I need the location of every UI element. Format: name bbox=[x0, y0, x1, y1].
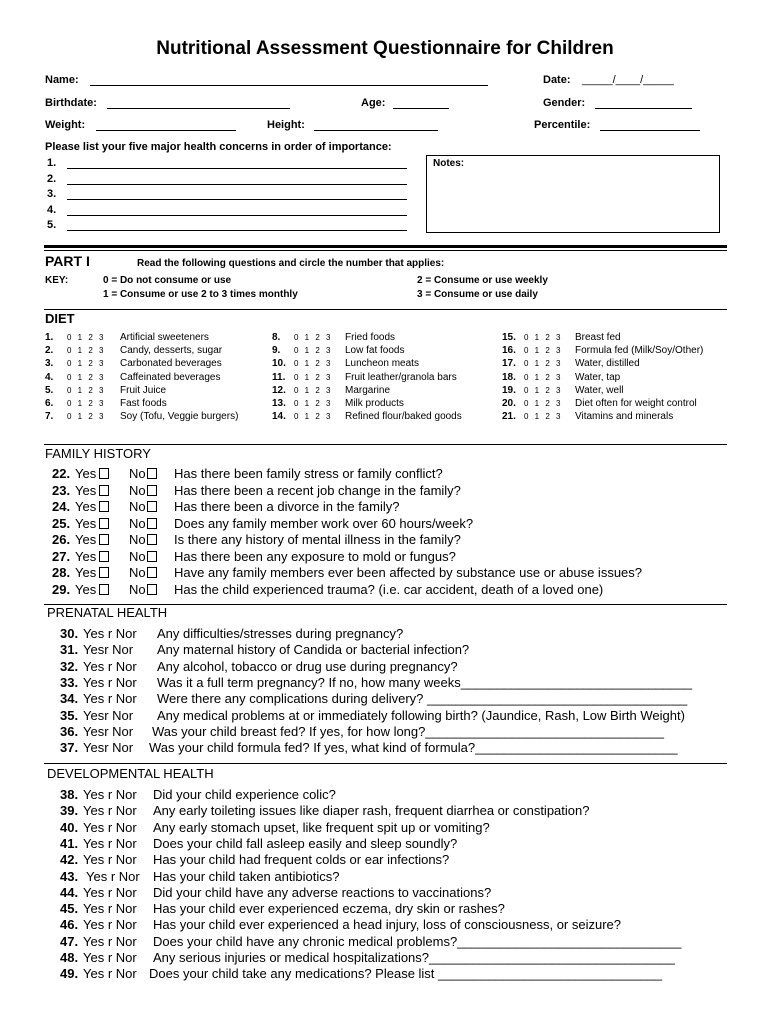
yes-no-option[interactable]: Yes r Nor bbox=[83, 884, 137, 900]
diet-scale[interactable]: 0 1 2 3 bbox=[524, 399, 563, 408]
prenatal-item-number: 32. bbox=[60, 658, 79, 674]
no-label: No bbox=[129, 499, 146, 514]
yes-no-option[interactable]: Yes r Nor bbox=[83, 917, 137, 933]
diet-scale[interactable]: 0 1 2 3 bbox=[294, 359, 333, 369]
no-checkbox[interactable] bbox=[129, 483, 157, 498]
developmental-question: Has your child taken antibiotics? bbox=[153, 868, 340, 884]
part1-heading: PART I bbox=[45, 253, 90, 269]
diet-scale[interactable]: 0 1 2 3 bbox=[67, 346, 106, 356]
prenatal-item-number: 33. bbox=[60, 674, 79, 690]
yes-no-option[interactable]: Yes r Nor bbox=[83, 966, 137, 982]
height-field[interactable] bbox=[314, 130, 438, 131]
no-label: No bbox=[129, 466, 146, 481]
developmental-heading: DEVELOPMENTAL HEALTH bbox=[47, 766, 214, 781]
diet-item-label: Caffeinated beverages bbox=[120, 371, 221, 383]
no-checkbox[interactable] bbox=[129, 532, 157, 547]
diet-item-number: 9. bbox=[272, 345, 281, 357]
prenatal-question: Was it a full term pregnancy? If no, how many weeks________________________________ bbox=[157, 674, 693, 690]
diet-item-label: Fast foods bbox=[120, 398, 167, 409]
concern-number: 5. bbox=[47, 219, 57, 231]
diet-item-label: Milk products bbox=[345, 398, 404, 409]
developmental-item-number: 49. bbox=[60, 966, 79, 982]
diet-item-number: 13. bbox=[272, 398, 286, 409]
diet-item-label: Refined flour/baked goods bbox=[345, 411, 462, 423]
diet-item-number: 4. bbox=[45, 371, 54, 383]
prenatal-question: Was your child breast fed? If yes, for how long?_________________________________ bbox=[152, 723, 664, 739]
diet-item-number: 12. bbox=[272, 384, 286, 396]
key-2: 2 = Consume or use weekly bbox=[417, 275, 548, 286]
diet-item-label: Water, well bbox=[575, 384, 624, 396]
yes-label: Yes bbox=[75, 532, 97, 547]
yes-no-option[interactable]: Yes r Nor bbox=[83, 852, 137, 868]
family-question: Have any family members ever been affected by substance use or abuse issues? bbox=[174, 565, 643, 580]
yes-checkbox[interactable] bbox=[75, 582, 109, 597]
developmental-question: Does your child have any chronic medical problems?_______________________________ bbox=[153, 933, 682, 949]
developmental-question: Any serious injuries or medical hospitalizations?__________________________________ bbox=[153, 950, 675, 965]
prenatal-item-number: 36. bbox=[60, 723, 79, 739]
diet-item-label: Fruit Juice bbox=[120, 384, 167, 396]
diet-item-label: Soy (Tofu, Veggie burgers) bbox=[120, 411, 239, 423]
developmental-question: Did your child experience colic? bbox=[153, 787, 336, 802]
diet-item-label: Diet often for weight control bbox=[575, 398, 697, 409]
diet-item-number: 17. bbox=[502, 358, 516, 370]
checkbox-icon bbox=[99, 584, 109, 595]
diet-item-number: 16. bbox=[502, 345, 516, 357]
diet-scale[interactable]: 0 1 2 3 bbox=[524, 346, 563, 356]
diet-item-number: 18. bbox=[502, 371, 516, 383]
checkbox-icon bbox=[99, 468, 109, 479]
diet-scale[interactable]: 0 1 2 3 bbox=[67, 399, 106, 408]
no-label: No bbox=[129, 581, 146, 597]
birthdate-field[interactable] bbox=[107, 108, 290, 109]
prenatal-heading: PRENATAL HEALTH bbox=[47, 605, 168, 620]
yes-no-option[interactable]: Yes r Nor bbox=[83, 819, 137, 835]
diet-item-number: 2. bbox=[45, 345, 54, 357]
prenatal-question: Any alcohol, tobacco or drug use during pregnancy? bbox=[157, 658, 458, 674]
no-label: No bbox=[129, 565, 146, 580]
diet-item-label: Breast fed bbox=[575, 332, 621, 343]
key-3: 3 = Consume or use daily bbox=[417, 289, 538, 300]
checkbox-icon bbox=[147, 468, 157, 479]
family-question: Has the child experienced trauma? (i.e. car accident, death of a loved one) bbox=[174, 581, 604, 597]
yes-checkbox[interactable] bbox=[75, 483, 109, 498]
date-field[interactable]: _____/____/_____ bbox=[582, 74, 674, 86]
checkbox-icon bbox=[147, 551, 157, 562]
no-label: No bbox=[129, 515, 146, 531]
family-question: Does any family member work over 60 hours/week? bbox=[174, 515, 474, 531]
age-label: Age: bbox=[361, 97, 386, 109]
no-label: No bbox=[129, 548, 146, 564]
concern-line[interactable] bbox=[67, 199, 407, 200]
diet-scale[interactable]: 0 1 2 3 bbox=[524, 359, 563, 369]
birthdate-label: Birthdate: bbox=[45, 97, 97, 109]
developmental-item-number: 41. bbox=[60, 835, 79, 851]
concerns-prompt: Please list your five major health concerns in order of importance: bbox=[45, 141, 392, 153]
developmental-item-number: 42. bbox=[60, 852, 79, 868]
diet-item-label: Fried foods bbox=[345, 332, 396, 343]
percentile-field[interactable] bbox=[600, 130, 700, 131]
prenatal-item-number: 35. bbox=[60, 707, 79, 723]
no-checkbox[interactable] bbox=[129, 565, 157, 580]
notes-label: Notes: bbox=[433, 158, 465, 169]
family-item-number: 23. bbox=[52, 482, 71, 498]
diet-item-number: 10. bbox=[272, 358, 286, 370]
gender-field[interactable] bbox=[595, 108, 692, 109]
family-item-number: 26. bbox=[52, 532, 71, 547]
family-heading: FAMILY HISTORY bbox=[45, 446, 151, 461]
yes-no-option[interactable]: Yes r Nor bbox=[83, 787, 137, 802]
concern-number: 1. bbox=[47, 157, 57, 169]
family-item-number: 28. bbox=[52, 565, 71, 580]
height-label: Height: bbox=[267, 119, 305, 131]
gender-label: Gender: bbox=[543, 97, 586, 109]
diet-item-number: 14. bbox=[272, 411, 286, 423]
diet-item-label: Water, tap bbox=[575, 371, 621, 383]
family-question: Has there been a divorce in the family? bbox=[174, 499, 400, 514]
yes-no-option[interactable]: Yesr Nor bbox=[83, 642, 134, 658]
key-0: 0 = Do not consume or use bbox=[103, 275, 232, 286]
divider-prenatal bbox=[44, 763, 727, 764]
yes-label: Yes bbox=[75, 565, 97, 580]
concern-number: 4. bbox=[47, 203, 57, 216]
checkbox-icon bbox=[147, 567, 157, 578]
yes-checkbox[interactable] bbox=[75, 516, 109, 531]
divider-diet bbox=[44, 444, 727, 445]
page-title: Nutritional Assessment Questionnaire for Children bbox=[156, 38, 614, 59]
diet-scale[interactable]: 0 1 2 3 bbox=[294, 412, 333, 422]
checkbox-icon bbox=[99, 567, 109, 578]
prenatal-item-number: 37. bbox=[60, 740, 79, 756]
diet-item-number: 1. bbox=[45, 332, 54, 343]
date-label: Date: bbox=[543, 74, 571, 86]
prenatal-item-number: 30. bbox=[60, 626, 79, 641]
yes-no-option[interactable]: Yes r Nor bbox=[83, 950, 137, 965]
no-checkbox[interactable] bbox=[129, 549, 157, 564]
yes-no-option[interactable]: Yes r Nor bbox=[83, 691, 137, 707]
family-item-number: 27. bbox=[52, 548, 71, 564]
checkbox-icon bbox=[99, 534, 109, 545]
yes-no-option[interactable]: Yes r Nor bbox=[83, 933, 137, 949]
checkbox-icon bbox=[147, 534, 157, 545]
checkbox-icon bbox=[99, 518, 109, 529]
part1-instruction: Read the following questions and circle the number that applies: bbox=[137, 258, 445, 269]
diet-scale[interactable]: 0 1 2 3 bbox=[294, 399, 333, 408]
yes-checkbox[interactable] bbox=[75, 499, 109, 514]
family-item-number: 29. bbox=[52, 581, 71, 597]
checkbox-icon bbox=[99, 501, 109, 512]
concern-line[interactable] bbox=[67, 168, 407, 169]
developmental-item-number: 39. bbox=[60, 803, 79, 819]
diet-scale[interactable]: 0 1 2 3 bbox=[524, 412, 563, 422]
yes-checkbox[interactable] bbox=[75, 466, 109, 481]
diet-item-label: Candy, desserts, sugar bbox=[120, 345, 223, 357]
diet-item-number: 15. bbox=[502, 332, 516, 343]
diet-item-label: Formula fed (Milk/Soy/Other) bbox=[575, 345, 704, 357]
developmental-question: Has your child ever experienced a head injury, loss of consciousness, or seizure? bbox=[153, 917, 621, 933]
developmental-item-number: 38. bbox=[60, 787, 79, 802]
notes-box[interactable] bbox=[426, 155, 720, 233]
no-checkbox[interactable] bbox=[129, 516, 157, 531]
developmental-item-number: 40. bbox=[60, 819, 79, 835]
divider-thin bbox=[44, 250, 727, 251]
diet-scale[interactable]: 0 1 2 3 bbox=[524, 372, 563, 382]
developmental-question: Any early toileting issues like diaper rash, frequent diarrhea or constipation? bbox=[153, 803, 590, 819]
family-item-number: 24. bbox=[52, 499, 71, 514]
diet-scale[interactable]: 0 1 2 3 bbox=[67, 333, 106, 342]
no-checkbox[interactable] bbox=[129, 582, 157, 597]
yes-no-option[interactable]: Yesr Nor bbox=[83, 707, 134, 723]
weight-field[interactable] bbox=[96, 130, 236, 131]
diet-scale[interactable]: 0 1 2 3 bbox=[294, 385, 333, 395]
diet-item-label: Carbonated beverages bbox=[120, 358, 222, 370]
diet-scale[interactable]: 0 1 2 3 bbox=[524, 333, 563, 342]
yes-no-option[interactable]: Yes r Nor bbox=[83, 674, 137, 690]
checkbox-icon bbox=[99, 485, 109, 496]
prenatal-question: Was your child formula fed? If yes, what kind of formula?____________________________ bbox=[149, 740, 678, 756]
prenatal-question: Any maternal history of Candida or bacterial infection? bbox=[157, 642, 470, 658]
developmental-item-number: 44. bbox=[60, 884, 79, 900]
prenatal-item-number: 31. bbox=[60, 642, 79, 658]
weight-label: Weight: bbox=[45, 119, 86, 131]
developmental-item-number: 45. bbox=[60, 901, 79, 917]
diet-item-number: 20. bbox=[502, 398, 516, 409]
checkbox-icon bbox=[147, 485, 157, 496]
yes-no-option[interactable]: Yes r Nor bbox=[83, 626, 137, 641]
diet-scale[interactable]: 0 1 2 3 bbox=[67, 412, 106, 422]
developmental-question: Does your child fall asleep easily and sleep soundly? bbox=[153, 835, 458, 851]
developmental-question: Any early stomach upset, like frequent spit up or vomiting? bbox=[153, 819, 490, 835]
yes-checkbox[interactable] bbox=[75, 532, 109, 547]
checkbox-icon bbox=[147, 518, 157, 529]
developmental-question: Has your child had frequent colds or ear infections? bbox=[153, 852, 450, 868]
concern-number: 2. bbox=[47, 172, 57, 185]
developmental-item-number: 47. bbox=[60, 933, 79, 949]
divider-thick bbox=[44, 245, 727, 248]
prenatal-question: Were there any complications during delivery? ____________________________________ bbox=[157, 691, 688, 707]
key-label: KEY: bbox=[45, 275, 69, 286]
no-label: No bbox=[129, 532, 146, 547]
concern-line[interactable] bbox=[67, 215, 407, 216]
key-1: 1 = Consume or use 2 to 3 times monthly bbox=[103, 289, 298, 300]
family-question: Has there been a recent job change in the family? bbox=[174, 482, 461, 498]
age-field[interactable] bbox=[393, 108, 449, 109]
family-item-number: 22. bbox=[52, 466, 71, 481]
diet-item-number: 8. bbox=[272, 332, 281, 343]
yes-label: Yes bbox=[75, 482, 97, 498]
yes-no-option[interactable]: Yes r Nor bbox=[83, 658, 137, 674]
developmental-item-number: 48. bbox=[60, 950, 79, 965]
diet-item-number: 3. bbox=[45, 358, 54, 370]
yes-label: Yes bbox=[75, 499, 97, 514]
name-field[interactable] bbox=[90, 85, 488, 86]
prenatal-item-number: 34. bbox=[60, 691, 79, 707]
concern-line[interactable] bbox=[67, 184, 407, 185]
checkbox-icon bbox=[147, 501, 157, 512]
diet-scale[interactable]: 0 1 2 3 bbox=[67, 359, 106, 369]
family-question: Has there been family stress or family conflict? bbox=[174, 466, 443, 481]
diet-scale[interactable]: 0 1 2 3 bbox=[67, 385, 106, 395]
developmental-item-number: 46. bbox=[60, 917, 79, 933]
yes-label: Yes bbox=[75, 581, 97, 597]
yes-label: Yes bbox=[75, 515, 97, 531]
yes-label: Yes bbox=[75, 466, 97, 481]
yes-checkbox[interactable] bbox=[75, 549, 109, 564]
diet-scale[interactable]: 0 1 2 3 bbox=[67, 372, 106, 382]
diet-item-number: 5. bbox=[45, 384, 54, 396]
diet-item-label: Fruit leather/granola bars bbox=[345, 371, 457, 383]
diet-item-label: Low fat foods bbox=[345, 345, 405, 357]
no-checkbox[interactable] bbox=[129, 499, 157, 514]
family-item-number: 25. bbox=[52, 515, 71, 531]
yes-no-option[interactable]: Yesr Nor bbox=[83, 740, 134, 756]
yes-no-option[interactable]: Yes r Nor bbox=[83, 835, 137, 851]
diet-scale[interactable]: 0 1 2 3 bbox=[294, 346, 333, 356]
diet-item-number: 11. bbox=[272, 371, 286, 383]
diet-item-number: 19. bbox=[502, 384, 516, 396]
developmental-item-number: 43. bbox=[60, 868, 79, 884]
yes-label: Yes bbox=[75, 548, 97, 564]
name-label: Name: bbox=[45, 74, 79, 86]
diet-heading: DIET bbox=[45, 311, 75, 326]
diet-scale[interactable]: 0 1 2 3 bbox=[524, 385, 563, 395]
diet-item-label: Luncheon meats bbox=[345, 358, 419, 370]
yes-checkbox[interactable] bbox=[75, 565, 109, 580]
no-checkbox[interactable] bbox=[129, 466, 157, 481]
diet-item-number: 21. bbox=[502, 411, 516, 423]
yes-no-option[interactable]: Yesr Nor bbox=[83, 723, 134, 739]
developmental-question: Has your child ever experienced eczema, dry skin or rashes? bbox=[153, 901, 505, 917]
diet-scale[interactable]: 0 1 2 3 bbox=[294, 333, 333, 342]
yes-no-option[interactable]: Yes r Nor bbox=[83, 803, 137, 819]
diet-item-number: 6. bbox=[45, 398, 54, 409]
percentile-label: Percentile: bbox=[534, 119, 591, 131]
yes-no-option[interactable]: Yes r Nor bbox=[83, 901, 137, 917]
diet-item-label: Vitamins and minerals bbox=[575, 411, 674, 423]
developmental-question: Does your child take any medications? Please list _______________________________ bbox=[149, 966, 663, 982]
family-question: Has there been any exposure to mold or fungus? bbox=[174, 548, 456, 564]
prenatal-question: Any difficulties/stresses during pregnancy? bbox=[157, 626, 404, 641]
divider-part1 bbox=[44, 309, 727, 310]
diet-item-label: Artificial sweeteners bbox=[120, 332, 209, 343]
developmental-question: Did your child have any adverse reactions to vaccinations? bbox=[153, 884, 492, 900]
yes-no-option[interactable]: Yes r Nor bbox=[86, 868, 140, 884]
checkbox-icon bbox=[147, 584, 157, 595]
family-question: Is there any history of mental illness in the family? bbox=[174, 532, 461, 547]
diet-item-number: 7. bbox=[45, 411, 54, 423]
concern-line[interactable] bbox=[67, 230, 407, 231]
diet-item-label: Margarine bbox=[345, 384, 391, 396]
diet-scale[interactable]: 0 1 2 3 bbox=[294, 372, 333, 382]
concern-number: 3. bbox=[47, 188, 57, 200]
checkbox-icon bbox=[99, 551, 109, 562]
no-label: No bbox=[129, 482, 146, 498]
prenatal-question: Any medical problems at or immediately following birth? (Jaundice, Rash, Low Birth Weight) bbox=[157, 707, 685, 723]
diet-item-label: Water, distilled bbox=[575, 358, 640, 370]
